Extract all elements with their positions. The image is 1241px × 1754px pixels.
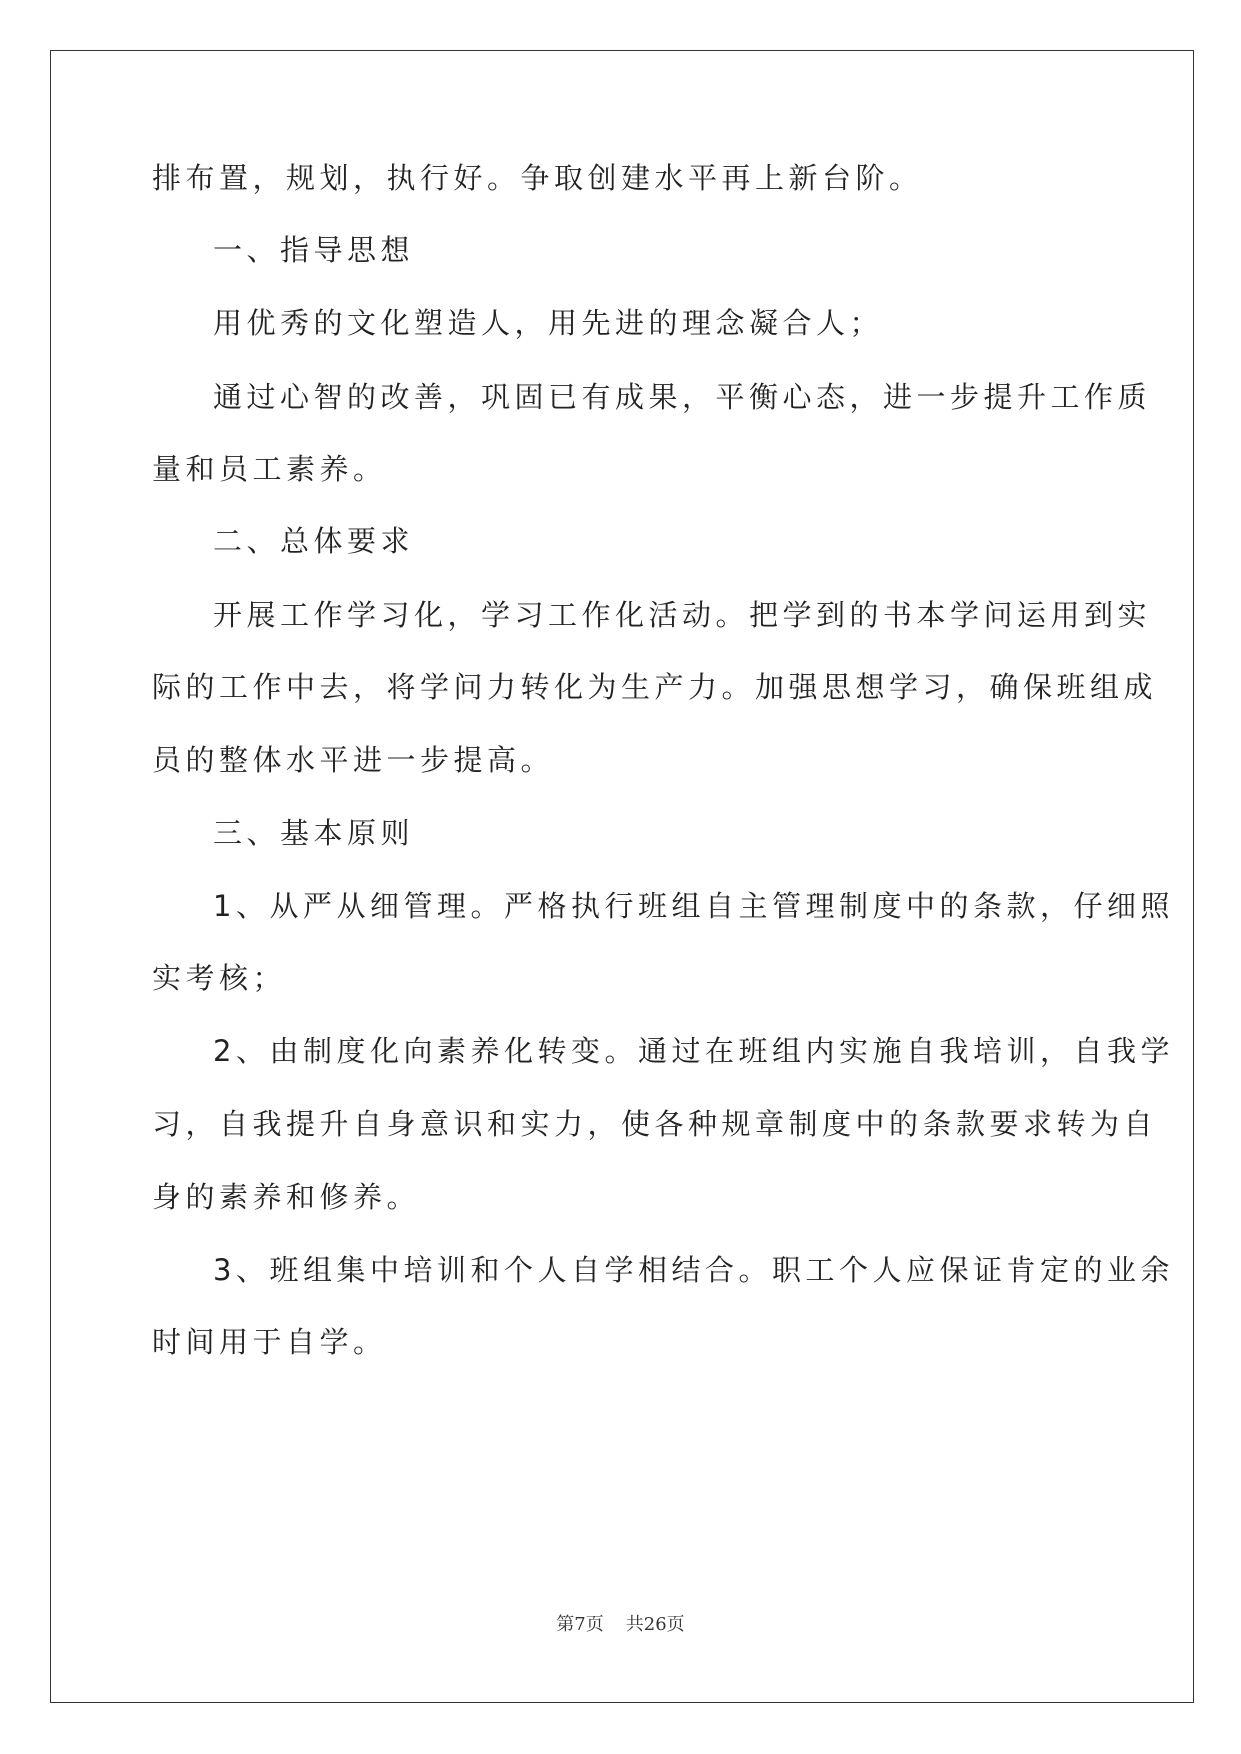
page-border (50, 50, 1194, 1703)
text-line: 排布置，规划，执行好。争取创建水平再上新台阶。 (152, 161, 923, 195)
page-number-current: 第7页 (556, 1614, 604, 1635)
text-line: 通过心智的改善，巩固已有成果，平衡心态，进一步提升工作质 (213, 380, 1152, 414)
text-line: 开展工作学习化，学习工作化活动。把学到的书本学问运用到实 (213, 598, 1152, 632)
text-line: 量和员工素养。 (152, 452, 387, 486)
section-heading: 一、指导思想 (213, 233, 415, 267)
section-heading: 二、总体要求 (213, 524, 415, 558)
text-line: 习，自我提升自身意识和实力，使各种规章制度中的条款要求转为自 (152, 1107, 1158, 1141)
page-footer (0, 1610, 1241, 1636)
section-heading: 三、基本原则 (213, 816, 415, 850)
text-line: 1、从严从细管理。严格执行班组自主管理制度中的条款，仔细照 (213, 889, 1174, 923)
text-line: 员的整体水平进一步提高。 (152, 743, 555, 777)
text-line: 身的素养和修养。 (152, 1180, 421, 1214)
page-number-total: 共26页 (625, 1614, 685, 1635)
text-line: 2、由制度化向素养化转变。通过在班组内实施自我培训，自我学 (213, 1034, 1174, 1068)
text-line: 实考核； (152, 961, 287, 995)
text-line: 3、班组集中培训和个人自学相结合。职工个人应保证肯定的业余 (213, 1253, 1174, 1287)
text-line: 时间用于自学。 (152, 1325, 387, 1359)
text-line: 际的工作中去，将学问力转化为生产力。加强思想学习，确保班组成 (152, 670, 1158, 704)
text-line: 用优秀的文化塑造人，用先进的理念凝合人； (213, 306, 884, 340)
